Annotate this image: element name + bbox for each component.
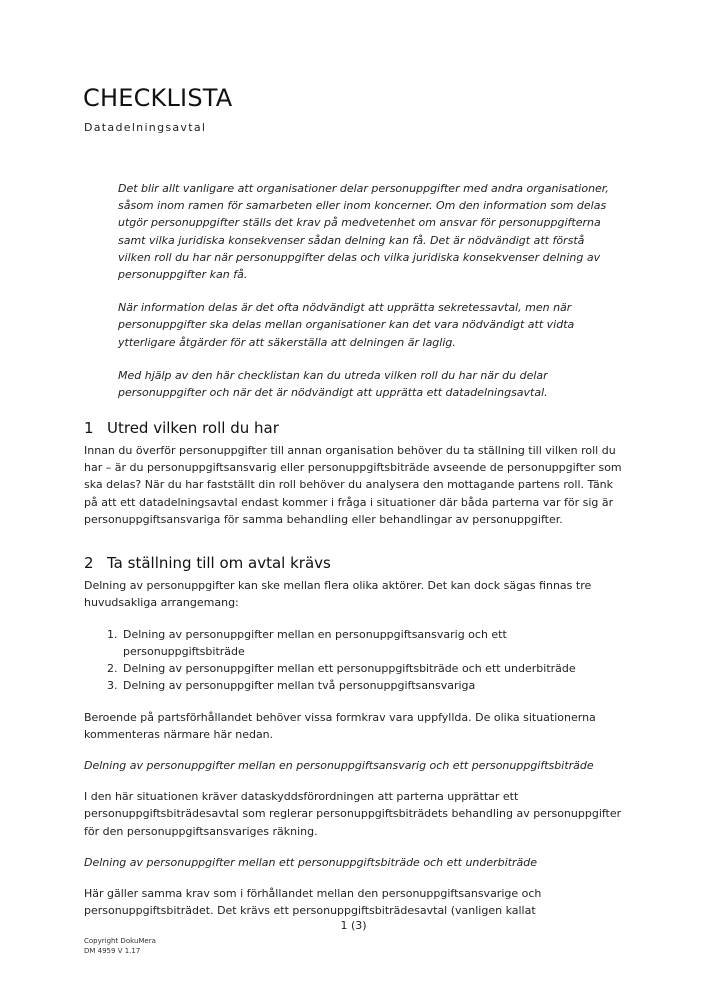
section-intro: Delning av personuppgifter kan ske mellan flera olika aktörer. Det kan dock sägas finnas tre huvudsakliga arrangemang: [84,579,592,610]
document-id: DM 4959 V 1.17 [84,947,141,955]
document-subtitle: Datadelningsavtal [84,121,207,134]
section-number: 2 [84,554,94,572]
copyright-text: Copyright DokuMera [84,937,156,945]
list-item: 3. Delning av personuppgifter mellan två personuppgiftsansvariga [121,678,629,695]
section-paragraph: I den här situationen kräver dataskyddsförordningen att parterna upprättar ett personuppgiftsbiträdesavtal som reglerar personuppgiftsbiträdets behandling av personuppgifter för den personuppgiftsansvariges räkning. [84,790,622,838]
intro-paragraph: Med hjälp av den här checklistan kan du utreda vilken roll du har när du delar personuppgifter och när det är nödvändigt att upprätta ett datadelningsavtal. [118,368,548,400]
page-number: 1 (3) [340,919,367,932]
section-body: Innan du överför personuppgifter till annan organisation behöver du ta ställning till vilken roll du har – är du personuppgiftsansvarig eller personuppgiftsbiträde avseende de personuppgifter som ska delas? När du har fastställt din roll behöver du analysera den mottagande partens roll. Tänk på att ett datadelningsavtal endast kommer i fråga i situationer där båda parterna var för sig är personuppgiftsansvariga för samma behandling eller behandlingar av personuppgifter. [84,444,622,526]
subheading: Delning av personuppgifter mellan ett personuppgiftsbiträde och ett underbiträde [84,855,538,869]
section-number: 1 [84,419,94,437]
section-title: Ta ställning till om avtal krävs [107,554,331,572]
intro-paragraph: När information delas är det ofta nödvändigt att upprätta sekretessavtal, men när personuppgifter ska delas mellan organisationer kan det vara nödvändigt att vidta ytterligare åtgärder för att säkerställa att delningen är laglig. [118,301,575,349]
section-heading [84,554,629,572]
intro-block [118,180,618,417]
section-agreement [84,554,629,919]
section-heading [84,419,629,437]
section-title: Utred vilken roll du har [107,419,279,437]
footer-copyright [84,936,156,956]
document-title: CHECKLISTA [83,84,233,112]
intro-paragraph: Det blir allt vanligare att organisationer delar personuppgifter med andra organisationer, såsom inom ramen för samarbeten eller inom koncerner. Om den information som delas utgör personuppgifter ställs det krav på medvetenhet om ansvar för personuppgifterna samt vilka juridiska konsekvenser sådan delning kan få. Det är nödvändigt att förstå vilken roll du har när personuppgifter delas och vilka juridiska konsekvenser delning av personuppgifter kan få. [118,182,609,282]
subheading: Delning av personuppgifter mellan en personuppgiftsansvarig och ett personuppgiftsbiträde [84,759,594,772]
section-role [84,419,629,528]
list-item: 1. Delning av personuppgifter mellan en personuppgiftsansvarig och ett personuppgiftsbiträde [121,627,629,661]
section-paragraph: Beroende på partsförhållandet behöver vissa formkrav vara uppfyllda. De olika situationerna kommenteras närmare här nedan. [84,710,596,741]
list-item: 2. Delning av personuppgifter mellan ett personuppgiftsbiträde och ett underbiträde [121,661,629,678]
section-paragraph: Här gäller samma krav som i förhållandet mellan den personuppgiftsansvarige och personuppgiftsbiträdet. Det krävs ett personuppgiftsbiträdesavtal (vanligen kallat [84,887,542,918]
arrangement-list [84,627,629,694]
